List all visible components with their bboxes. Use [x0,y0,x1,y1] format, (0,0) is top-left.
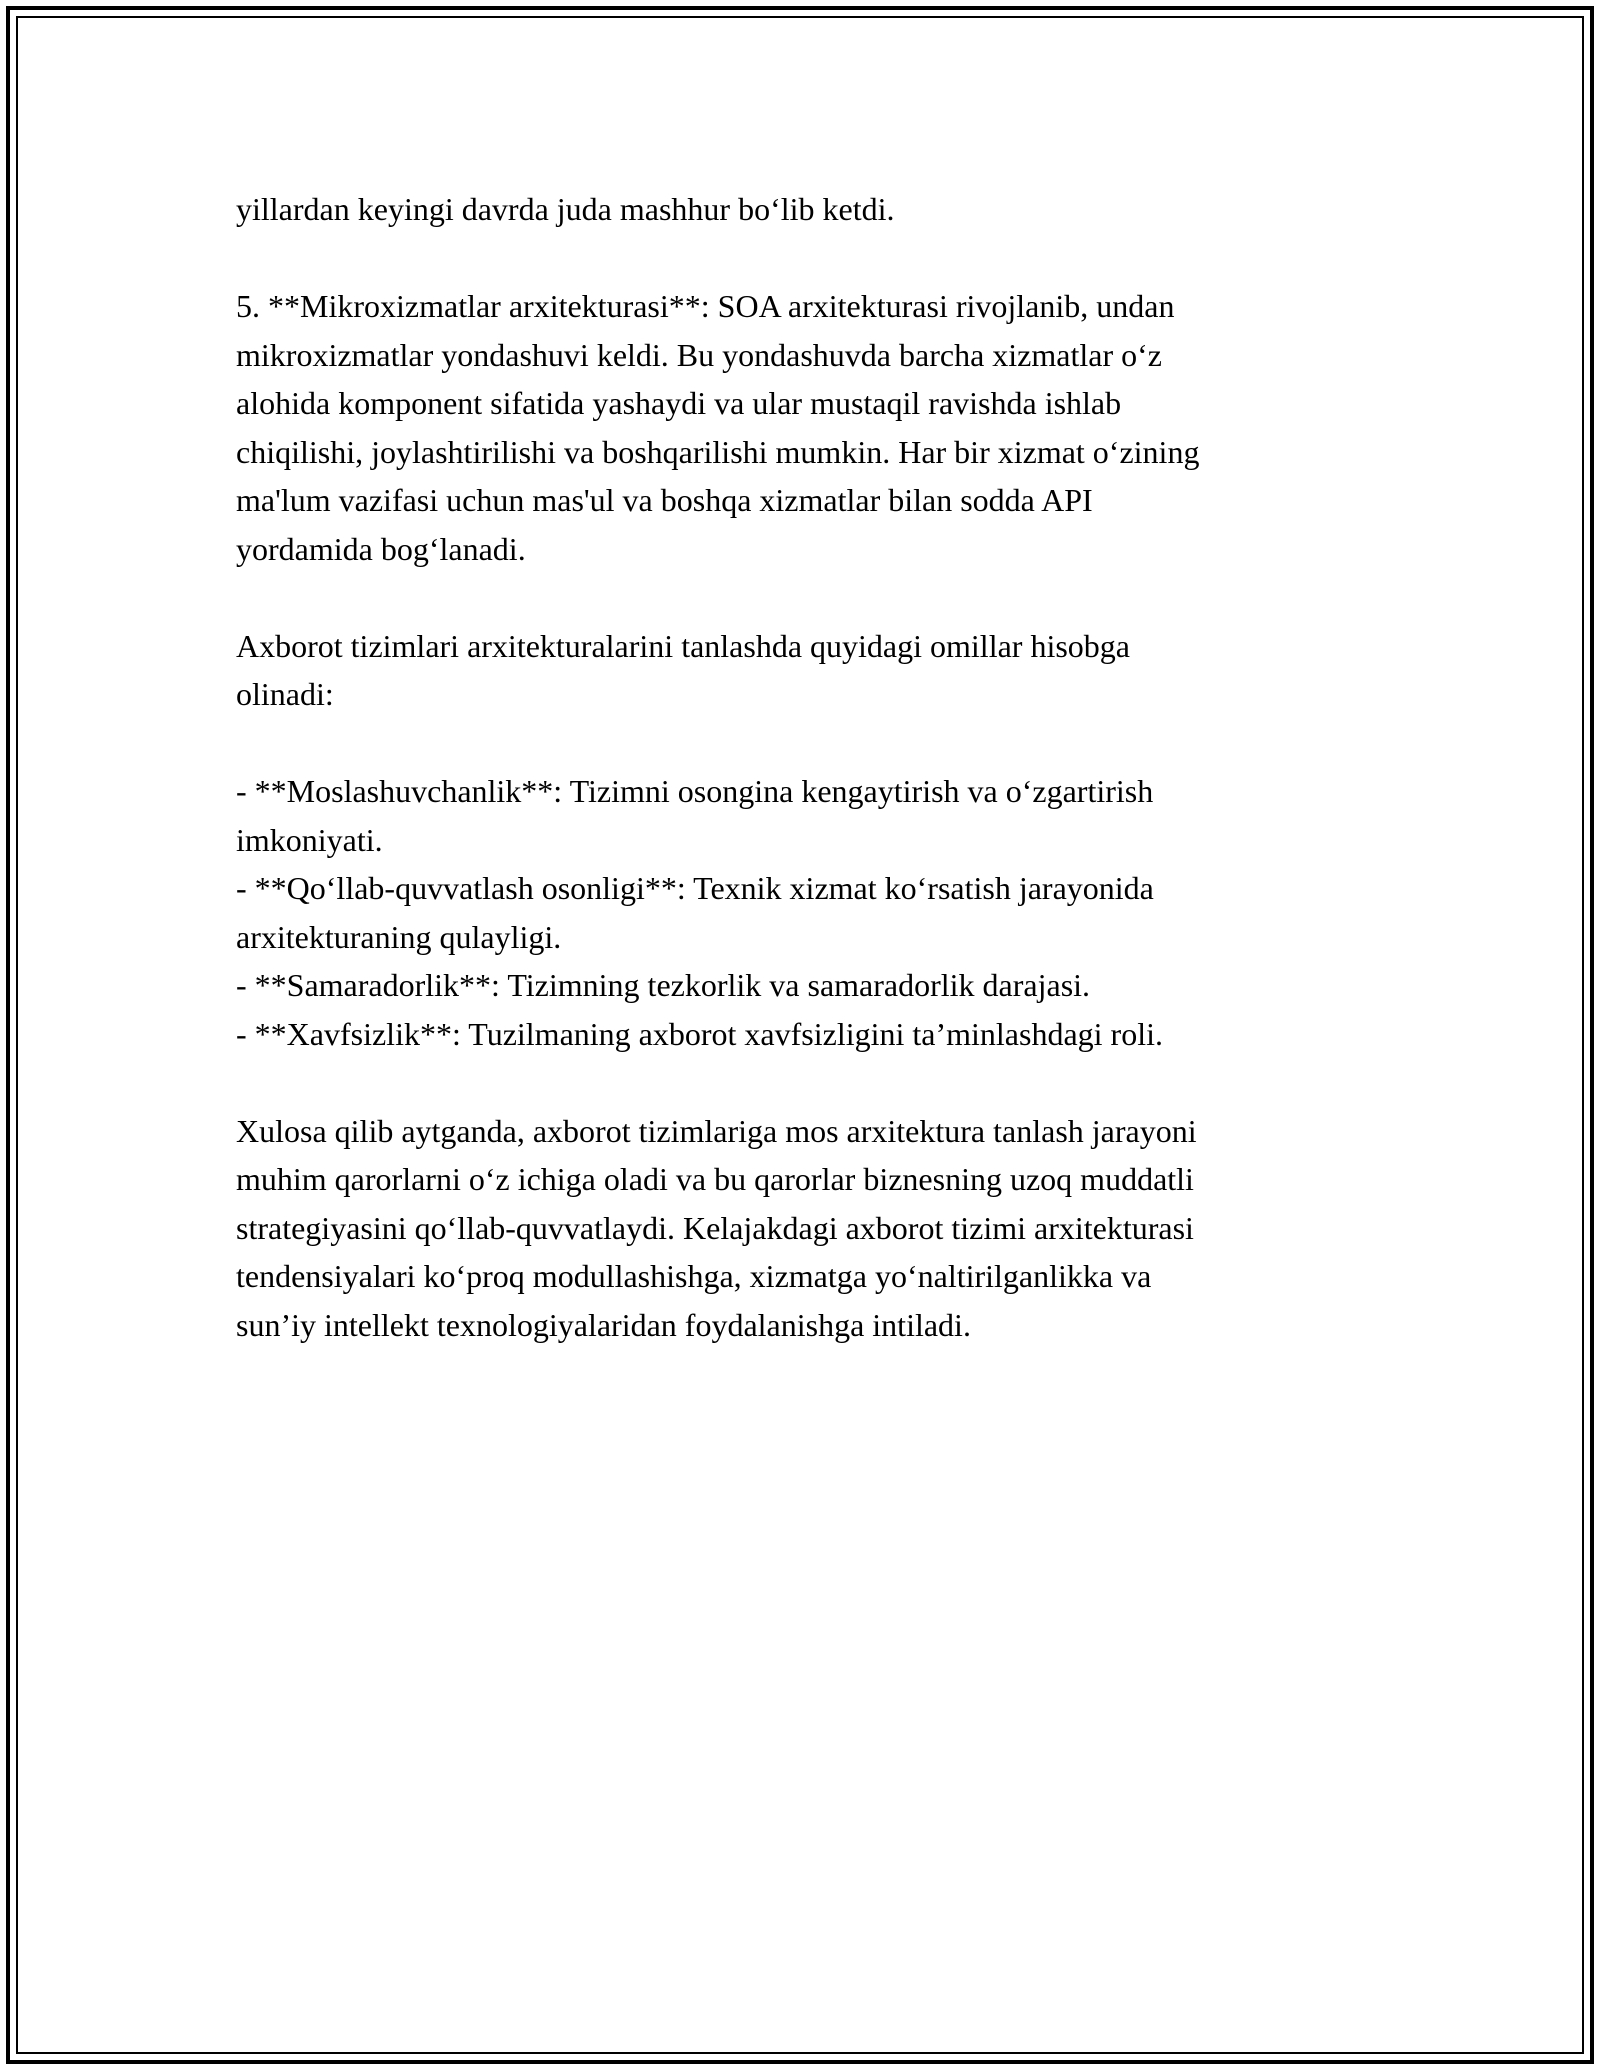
intro-tail-line: yillardan keyingi davrda juda mashhur bo‘lib ketdi. [236,191,895,227]
item5-line: ma'lum vazifasi uchun mas'ul va boshqa xizmatlar bilan sodda API [236,482,1093,518]
factor-line: arxitekturaning qulayligi. [236,918,562,955]
factor-line: - **Moslashuvchanlik**: Tizimni osongina kengaytirish va o‘zgartirish [236,773,1154,809]
factors-intro-line: Axborot tizimlari arxitekturalarini tanlashda quyidagi omillar hisobga [236,627,1130,664]
factor-item-flexibility [236,767,1366,864]
factor-line: - **Samaradorlik**: Tizimning tezkorlik va samaradorlik darajasi. [236,967,1091,1003]
factors-intro-line: olinadi: [236,676,334,712]
document-body [236,185,1366,1349]
conclusion-line: tendensiyalari ko‘proq modullashishga, xizmatga yo‘naltirilganlikka va [236,1258,1152,1294]
factor-item-security [236,1010,1366,1059]
item5-line: yordamida bog‘lanadi. [236,530,526,567]
factors-intro-paragraph [236,622,1366,719]
conclusion-paragraph [236,1107,1366,1350]
item5-line: 5. **Mikroxizmatlar arxitekturasi**: SOA arxitekturasi rivojlanib, undan [236,288,1175,324]
item5-line: alohida komponent sifatida yashaydi va ular mustaqil ravishda ishlab [236,385,1122,421]
paragraph-gap [236,1058,1366,1107]
factor-line: imkoniyati. [236,821,383,858]
paragraph-gap [236,719,1366,768]
factor-line: - **Qo‘llab-quvvatlash osonligi**: Texnik xizmat ko‘rsatish jarayonida [236,870,1154,906]
conclusion-line: strategiyasini qo‘llab-quvvatlaydi. Kelajakdagi axborot tizimi arxitekturasi [236,1209,1194,1246]
conclusion-line: Xulosa qilib aytganda, axborot tizimlariga mos arxitektura tanlash jarayoni [236,1112,1197,1149]
factor-line: - **Xavfsizlik**: Tuzilmaning axborot xavfsizligini ta’minlashdagi roli. [236,1015,1163,1052]
paragraph-gap [236,234,1366,283]
factor-item-maintainability [236,864,1366,961]
paragraph-gap [236,573,1366,622]
factor-item-efficiency [236,961,1366,1010]
item5-line: mikroxizmatlar yondashuvi keldi. Bu yondashuvda barcha xizmatlar o‘z [236,336,1162,373]
conclusion-line: muhim qarorlarni o‘z ichiga oladi va bu qarorlar biznesning uzoq muddatli [236,1161,1194,1197]
item5-line: chiqilishi, joylashtirilishi va boshqarilishi mumkin. Har bir xizmat o‘zining [236,433,1200,470]
factors-list [236,767,1366,1058]
conclusion-line: sun’iy intellekt texnologiyalaridan foydalanishga intiladi. [236,1306,971,1343]
item5-paragraph [236,282,1366,573]
